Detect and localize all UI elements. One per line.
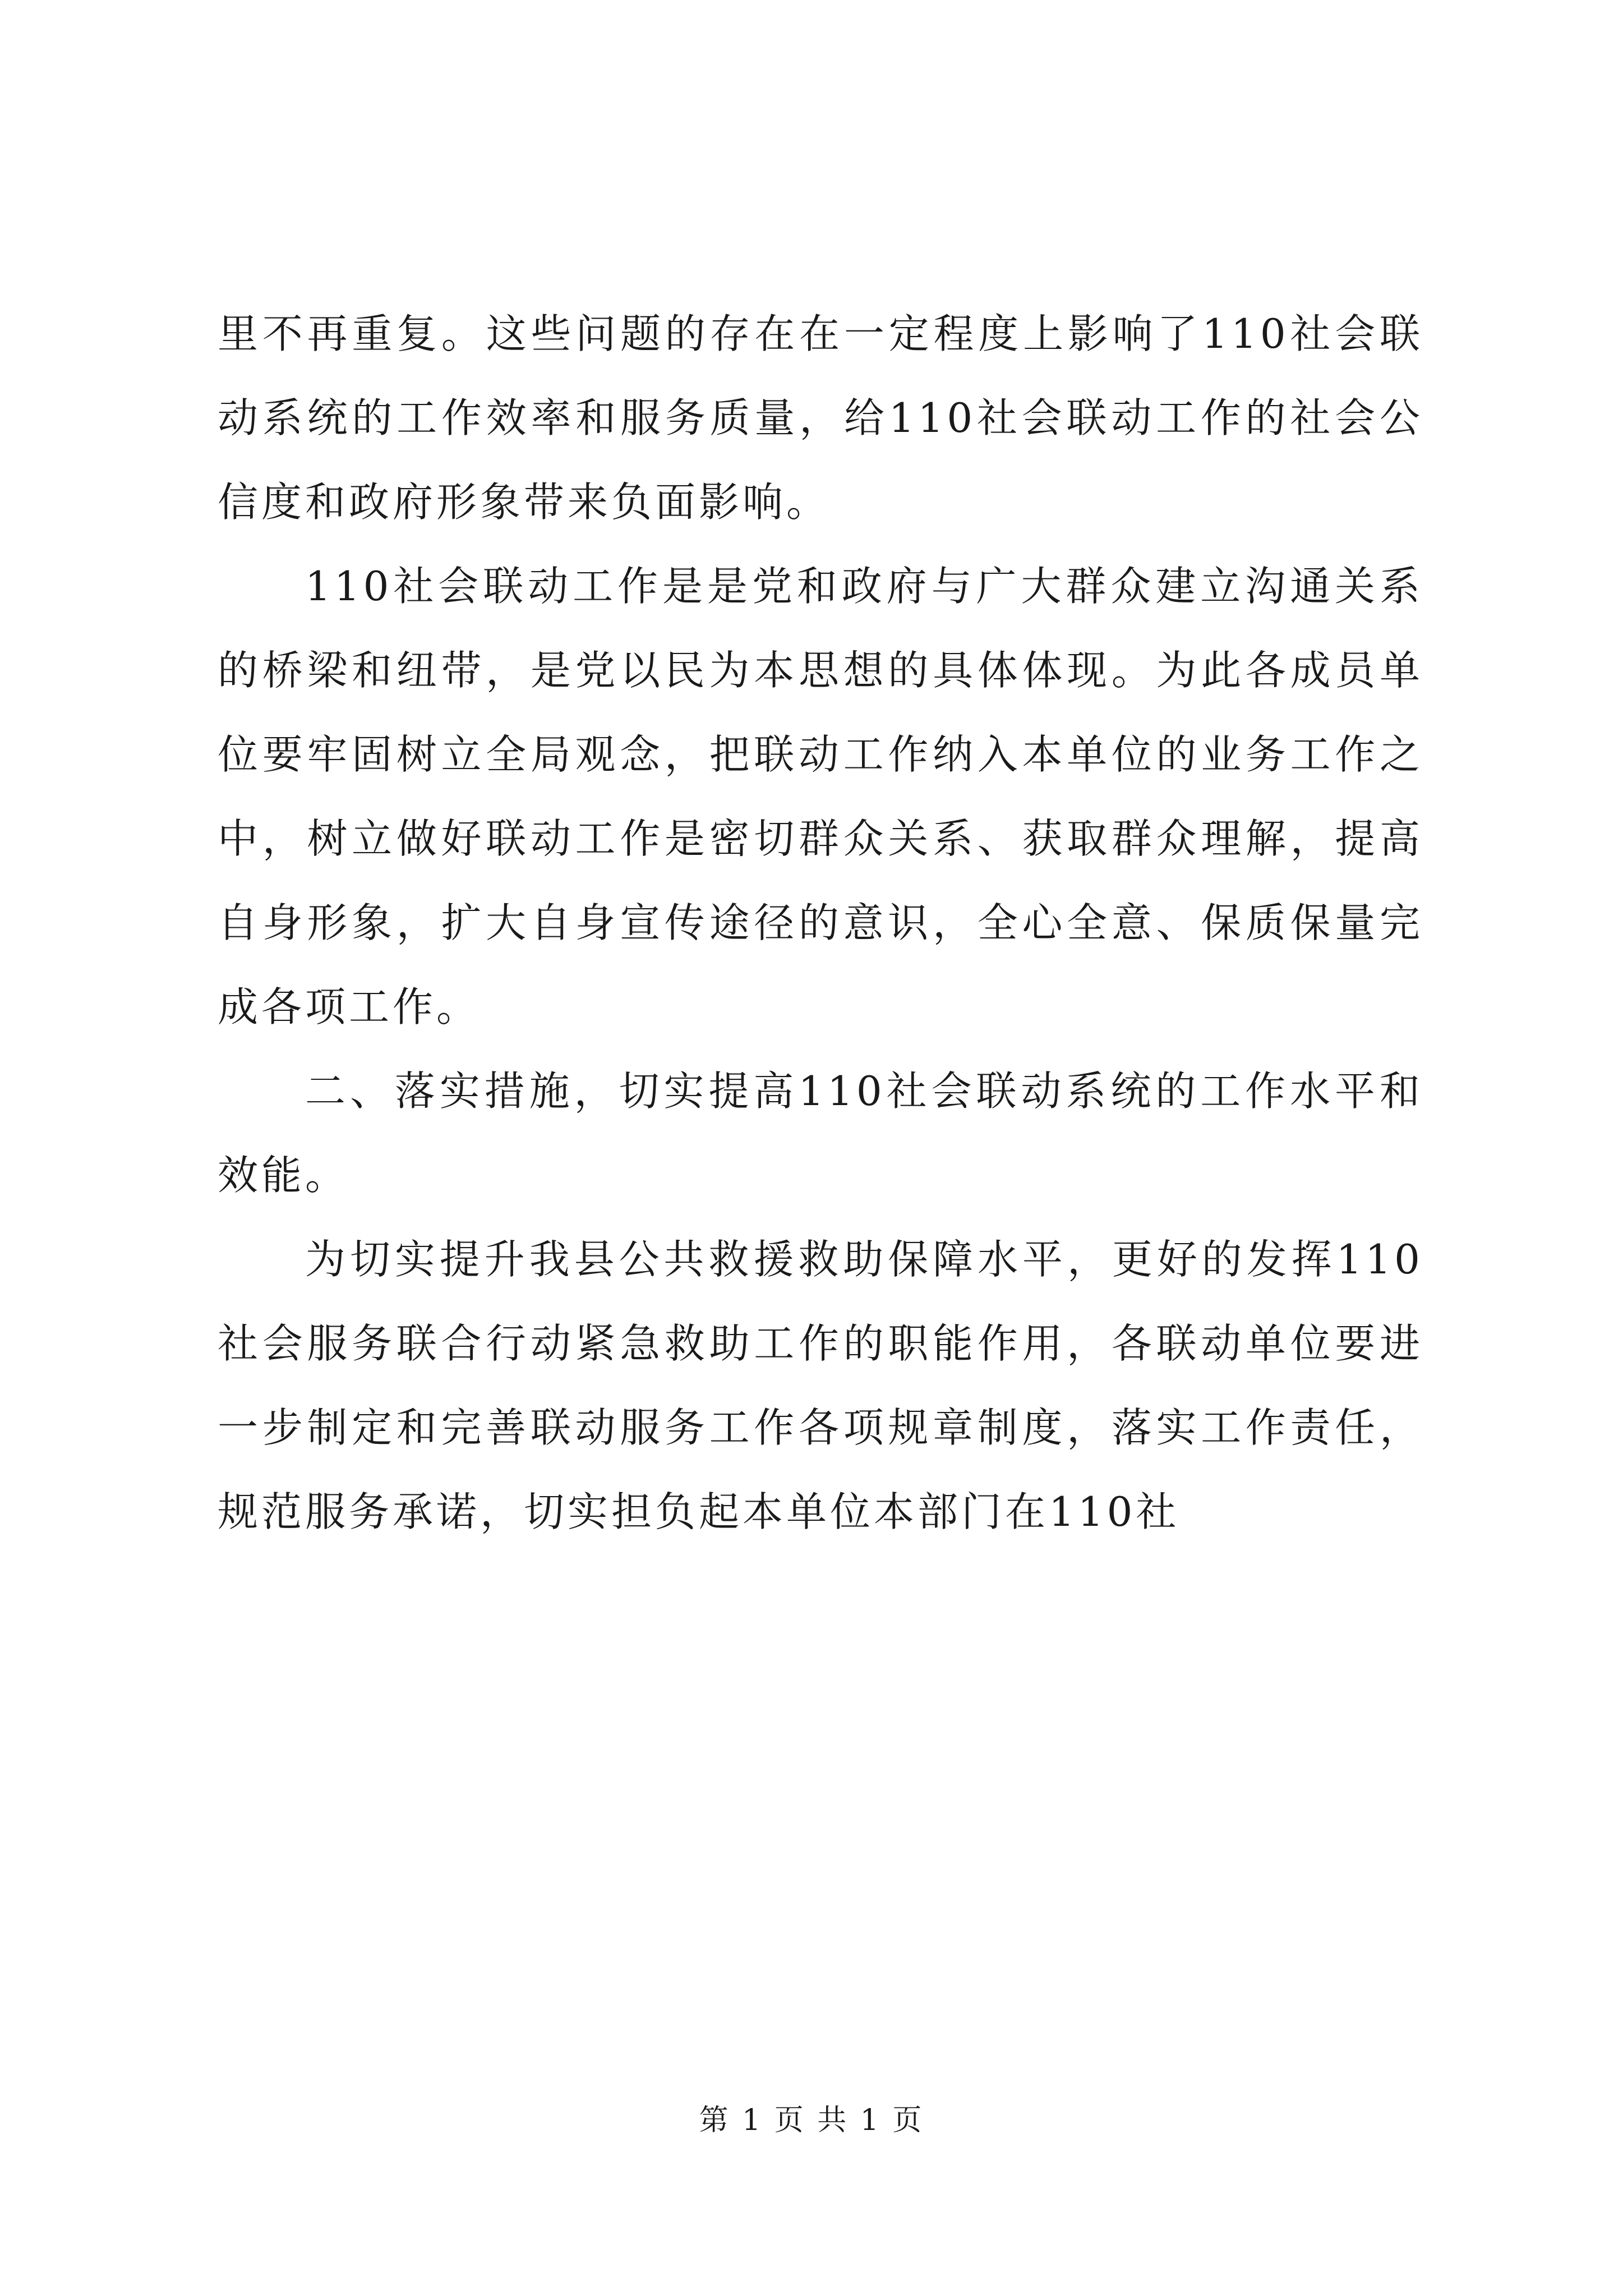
paragraph-measures: 为切实提升我县公共救援救助保障水平，更好的发挥110社会服务联合行动紧急救助工作的职能作用，各联动单位要进一步制定和完善联动服务工作各项规章制度，落实工作责任，规范服务承诺，切实担负起本单位本部门在110社 [218, 1236, 1423, 1535]
document-body [218, 292, 1423, 1554]
page-footer: 第 1 页 共 1 页 [699, 2104, 924, 2137]
paragraph-continuation: 里不再重复。这些问题的存在在一定程度上影响了110社会联动系统的工作效率和服务质量，给110社会联动工作的社会公信度和政府形象带来负面影响。 [218, 310, 1423, 526]
section-heading-measures: 二、落实措施，切实提高110社会联动系统的工作水平和效能。 [218, 1068, 1423, 1199]
paragraph-linkage-importance: 110社会联动工作是是党和政府与广大群众建立沟通关系的桥梁和纽带，是党以民为本思想的具体体现。为此各成员单位要牢固树立全局观念，把联动工作纳入本单位的业务工作之中，树立做好联动工作是密切群众关系、获取群众理解，提高自身形象，扩大自身宣传途径的意识，全心全意、保质保量完成各项工作。 [218, 563, 1423, 1030]
